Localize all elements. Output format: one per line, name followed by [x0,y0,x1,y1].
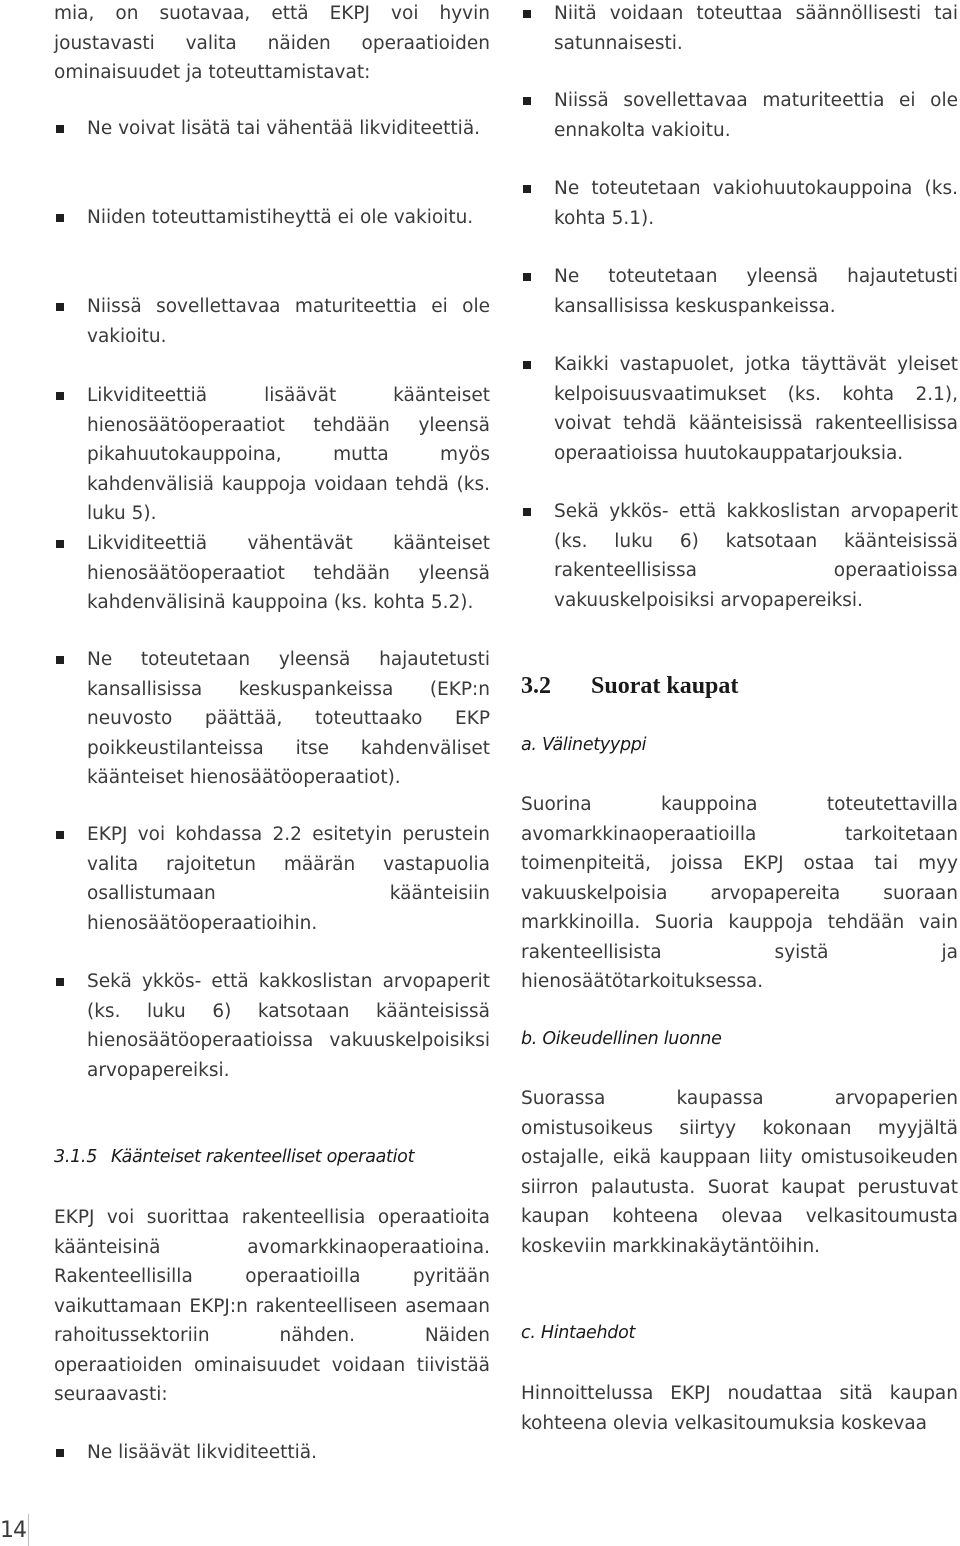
bullet-square-icon [56,540,64,548]
paragraph: Hinnoittelussa EKPJ noudattaa sitä kaupan kohteena olevia velkasitoumuksia koskevaa [521,1383,958,1434]
bullet-square-icon [523,97,531,105]
list-item: Ne toteutetaan yleensä hajautetusti kansallisissa keskuspankeissa (EKP:n neuvosto päättää, toteuttaako EKP poikkeustilanteissa itse kahdenväliset käänteiset hienosäätöoperaatiot). [54,645,490,793]
bullet-square-icon [56,392,64,400]
bullet-square-icon [56,978,64,986]
list-item: Ne lisäävät likviditeettiä. [54,1438,490,1468]
section-heading: 3.2 Suorat kaupat [521,673,739,699]
paragraph: Suorina kauppoina toteutettavilla avomarkkinaoperaatioilla tarkoitetaan toimenpiteitä, joissa EKPJ ostaa tai myy vakuuskelpoisia arvopapereita suoraan markkinoilla. Suoria kauppoja tehdään vain rakenteellisista syistä ja hienosäätötarkoituksessa. [521,794,958,992]
paragraph: Suorassa kaupassa arvopaperien omistusoikeus siirtyy kokonaan myyjältä ostajalle, eikä kauppaan liity omistusoikeuden siirron palautusta. Suorat kaupat perustuvat kaupan kohteena olevaa velkasitoumusta koskeviin markkinakäytäntöihin. [521,1088,958,1257]
list-item: Likviditeettiä vähentävät käänteiset hienosäätöoperaatiot tehdään yleensä kahdenvälisinä kauppoina (ks. kohta 5.2). [54,529,490,618]
bullet-square-icon [56,831,64,839]
subheading: a. Välinetyyppi [521,735,647,755]
bullet-square-icon [523,508,531,516]
bullet-square-icon [523,10,531,18]
list-item: Sekä ykkös- että kakkoslistan arvopaperit (ks. luku 6) katsotaan käänteisissä rakenteellisissa operaatioissa vakuuskelpoisiksi arvopapereiksi. [521,497,958,615]
page-number: 14 [0,1518,26,1543]
list-item: Kaikki vastapuolet, jotka täyttävät yleiset kelpoisuusvaatimukset (ks. kohta 2.1), voivat tehdä käänteisissä rakenteellisissa operaatioissa huutokauppatarjouksia. [521,350,958,468]
bullet-square-icon [56,656,64,664]
intro-paragraph: mia, on suotavaa, että EKPJ voi hyvin joustavasti valita näiden operaatioiden ominaisuudet ja toteuttamistavat: [54,3,490,83]
bullet-square-icon [523,361,531,369]
list-item: Ne voivat lisätä tai vähentää likviditeettiä. [54,114,490,144]
page-number-divider [28,1514,29,1546]
list-item: Niitä voidaan toteuttaa säännöllisesti tai satunnaisesti. [521,0,958,58]
bullet-square-icon [523,185,531,193]
bullet-square-icon [56,125,64,133]
list-item: Niiden toteuttamistiheyttä ei ole vakioitu. [54,203,490,233]
subheading: c. Hintaehdot [521,1323,636,1343]
bullet-square-icon [56,214,64,222]
list-item: Niissä sovellettavaa maturiteettia ei ole vakioitu. [54,292,490,351]
list-item: Ne toteutetaan vakiohuutokauppoina (ks. kohta 5.1). [521,174,958,233]
bullet-square-icon [523,273,531,281]
list-item: Likviditeettiä lisäävät käänteiset hienosäätöoperaatiot tehdään yleensä pikahuutokauppoina, mutta myös kahdenvälisiä kauppoja voidaan tehdä (ks. luku 5). [54,381,490,529]
section-paragraph: EKPJ voi suorittaa rakenteellisia operaatioita käänteisinä avomarkkinaoperaatioina. Rakenteellisilla operaatioilla pyritään vaikuttamaan EKPJ:n rakenteelliseen asemaan rahoitussektoriin nähden. Näiden operaatioiden ominaisuudet voidaan tiivistää seuraavasti: [54,1207,490,1405]
bullet-square-icon [56,303,64,311]
bullet-square-icon [56,1449,64,1457]
section-heading: 3.1.5 Käänteiset rakenteelliset operaatiot [54,1147,415,1167]
list-item: Ne toteutetaan yleensä hajautetusti kansallisissa keskuspankeissa. [521,262,958,321]
subheading: b. Oikeudellinen luonne [521,1029,722,1049]
list-item: EKPJ voi kohdassa 2.2 esitetyin perustein valita rajoitetun määrän vastapuolia osallistumaan käänteisiin hienosäätöoperaatioihin. [54,820,490,938]
list-item: Niissä sovellettavaa maturiteettia ei ole ennakolta vakioitu. [521,86,958,145]
list-item: Sekä ykkös- että kakkoslistan arvopaperit (ks. luku 6) katsotaan käänteisissä hienosäätöoperaatioissa vakuuskelpoisiksi arvopapereiksi. [54,967,490,1085]
